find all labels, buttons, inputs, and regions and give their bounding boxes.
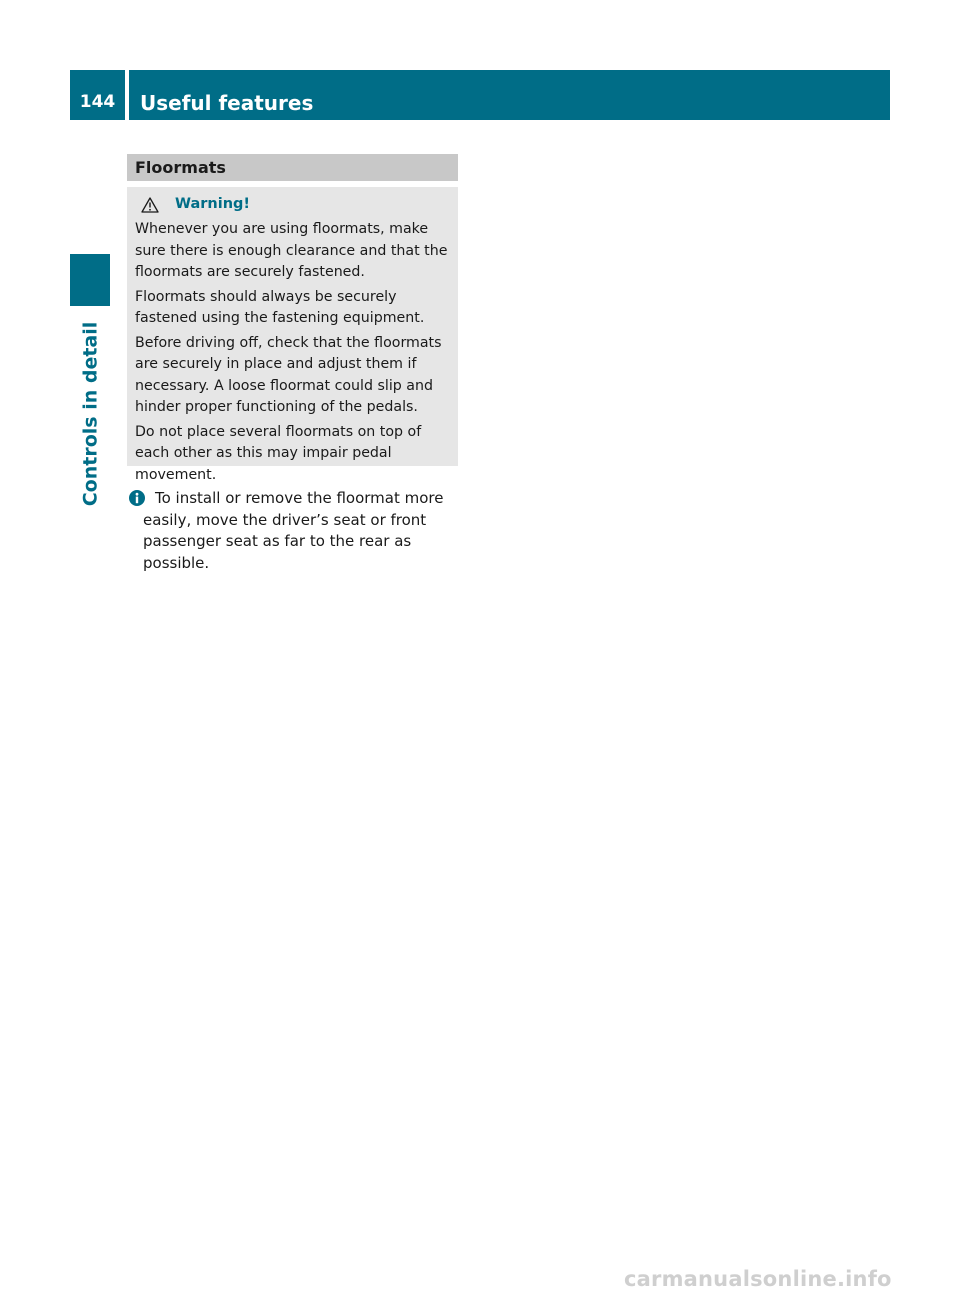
- info-note-text: [127, 488, 457, 574]
- watermark: carmanualsonline.info: [624, 1267, 892, 1291]
- side-tab-marker: [70, 254, 110, 306]
- page-section-title: [129, 70, 890, 120]
- warning-paragraph: Before driving off, check that the floormats are securely in place and adjust them if necessary. A loose floormat could slip and hinder proper functioning of the pedals.: [135, 334, 442, 415]
- side-tab: [70, 309, 110, 519]
- warning-header: [135, 195, 452, 215]
- warning-title: Warning!: [175, 196, 251, 213]
- warning-paragraph: Whenever you are using floormats, make sure there is enough clearance and that the floormats are securely fastened.: [135, 221, 448, 280]
- side-tab-label: Controls in detail: [79, 321, 102, 507]
- warning-paragraph: Do not place several floormats on top of each other as this may impair pedal movement.: [135, 423, 422, 483]
- warning-paragraph: Floormats should always be securely fastened using the fastening equipment.: [135, 288, 425, 326]
- info-note-body: To install or remove the floormat more easily, move the driver’s seat or front passenger seat as far to the rear as possible.: [143, 489, 444, 572]
- section-heading-text: Floormats: [135, 158, 226, 177]
- section-heading: [127, 154, 458, 181]
- warning-box: [127, 187, 458, 483]
- section-title-text: Useful features: [140, 91, 314, 115]
- page-number: [70, 70, 125, 120]
- info-note: [127, 488, 457, 574]
- warning-triangle-icon: [141, 197, 159, 213]
- info-icon: [129, 490, 145, 506]
- page-number-text: 144: [79, 92, 116, 112]
